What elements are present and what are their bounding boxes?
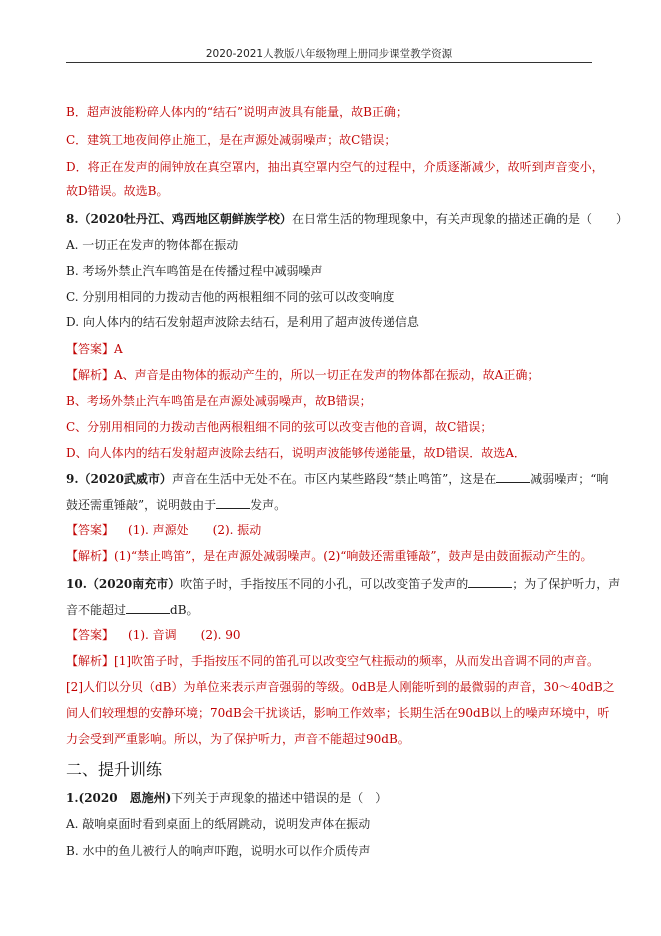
practice-question-1-stem: 下列关于声现象的描述中错误的是（ ）: [171, 791, 388, 805]
question-8-option-a: A. 一切正在发声的物体都在振动: [66, 238, 239, 252]
question-8: [66, 211, 628, 227]
question-10-stem-part2: ；为了保护听力，声: [512, 577, 621, 591]
answer-blank: [126, 601, 170, 614]
question-9-stem-part3: 鼓还需重锤敲”，说明鼓由于: [66, 498, 217, 512]
question-8-option-c: C. 分别用相同的力拨动吉他的两根粗细不同的弦可以改变响度: [66, 290, 395, 304]
question-8-stem: 在日常生活的物理现象中，有关声现象的描述正确的是（ ）: [291, 212, 628, 226]
explanation-tag: 【解析】: [66, 368, 115, 382]
prev-explanation-d: D．将正在发声的闹钟放在真空罩内，抽出真空罩内空气的过程中，介质逐渐减少，故听到声音变小，: [66, 160, 604, 174]
question-10-explanation-4: 力会受到严重影响。所以，为了保护听力，声音不能超过90dB。: [66, 732, 410, 746]
question-10-explanation-2: [2]人们以分贝（dB）为单位来表示声音强弱的等级。0dB是人刚能听到的最微弱的声音，30～40dB之: [66, 680, 615, 694]
answer-tag: 【答案】: [66, 628, 115, 642]
answer-blank: [496, 470, 530, 483]
prev-explanation-c: C．建筑工地夜间停止施工，是在声源处减弱噪声；故C错误；: [66, 133, 397, 147]
question-9-stem-part2: 减弱噪声；“响: [530, 472, 609, 486]
question-10-number: 10.（2020南充市）: [66, 577, 181, 591]
question-10-explanation-3: 间人们较理想的安静环境；70dB会干扰谈话，影响工作效率；长期生活在90dB以上的噪声环境中，听: [66, 706, 610, 720]
answer-blank: [468, 575, 512, 588]
practice-question-1-option-a: A. 敲响桌面时看到桌面上的纸屑跳动，说明发声体在振动: [66, 817, 371, 831]
question-9-explanation: [66, 548, 592, 564]
answer-value: (1). 音调 (2). 90: [128, 628, 241, 642]
question-10-stem-part3: 音不能超过: [66, 603, 127, 617]
prev-explanation-conclusion: 故D错误。故选B。: [66, 184, 169, 198]
question-8-option-d: D. 向人体内的结石发射超声波除去结石，是利用了超声波传递信息: [66, 315, 419, 329]
question-8-option-b: B. 考场外禁止汽车鸣笛是在传播过程中减弱噪声: [66, 264, 323, 278]
question-10-stem-part4: dB。: [170, 603, 199, 617]
question-8-explanation: [66, 367, 592, 383]
question-10-line2: [66, 601, 592, 618]
question-9-line2: [66, 496, 592, 513]
explanation-tag: 【解析】: [66, 549, 115, 563]
answer-value: A: [114, 342, 123, 356]
question-9-answer: [66, 522, 592, 538]
section-heading: 二、提升训练: [66, 760, 163, 779]
page-header: 2020-2021人教版八年级物理上册同步课堂教学资源: [205, 48, 453, 60]
question-8-explanation-c: C、分别用相同的力拨动吉他两根粗细不同的弦可以改变吉他的音调，故C错误；: [66, 420, 493, 434]
answer-value: (1). 声源处 (2). 振动: [128, 523, 262, 537]
explanation-text: [1]吹笛子时，手指按压不同的笛孔可以改变空气柱振动的频率，从而发出音调不同的声音。: [114, 654, 600, 668]
prev-explanation-b: B．超声波能粉碎人体内的“结石”说明声波具有能量，故B正确；: [66, 105, 408, 119]
question-9-stem-part4: 发声。: [250, 498, 287, 512]
explanation-text: A、声音是由物体的振动产生的，所以一切正在发声的物体都在振动，故A正确；: [114, 368, 540, 382]
explanation-text: (1)“禁止鸣笛”，是在声源处减弱噪声。(2)“响鼓还需重锤敲”，鼓声是由鼓面振动产生的。: [114, 549, 593, 563]
question-8-answer: [66, 341, 592, 357]
practice-question-1-option-b: B. 水中的鱼儿被行人的响声吓跑，说明水可以作介质传声: [66, 844, 371, 858]
answer-blank: [216, 496, 250, 509]
question-10-stem-part1: 吹笛子时，手指按压不同的小孔，可以改变笛子发声的: [180, 577, 469, 591]
question-9-stem-part1: 声音在生活中无处不在。市区内某些路段“禁止鸣笛”，这是在: [171, 472, 497, 486]
answer-tag: 【答案】: [66, 523, 115, 537]
explanation-tag: 【解析】: [66, 654, 115, 668]
question-10-explanation: [66, 653, 600, 669]
practice-question-1-number: 1.(2020 恩施州): [66, 791, 172, 805]
question-10: [66, 575, 621, 592]
question-8-number: 8.（2020牡丹江、鸡西地区朝鲜族学校）: [66, 212, 292, 226]
question-10-answer: [66, 627, 592, 643]
question-9: [66, 470, 609, 487]
answer-tag: 【答案】: [66, 342, 115, 356]
practice-question-1: [66, 790, 592, 806]
question-8-explanation-b: B、考场外禁止汽车鸣笛是在声源处减弱噪声，故B错误；: [66, 394, 372, 408]
question-9-number: 9.（2020武威市）: [66, 472, 172, 486]
question-8-explanation-d: D、向人体内的结石发射超声波除去结石，说明声波能够传递能量，故D错误．故选A．: [66, 446, 526, 460]
header-rule: [66, 62, 592, 63]
